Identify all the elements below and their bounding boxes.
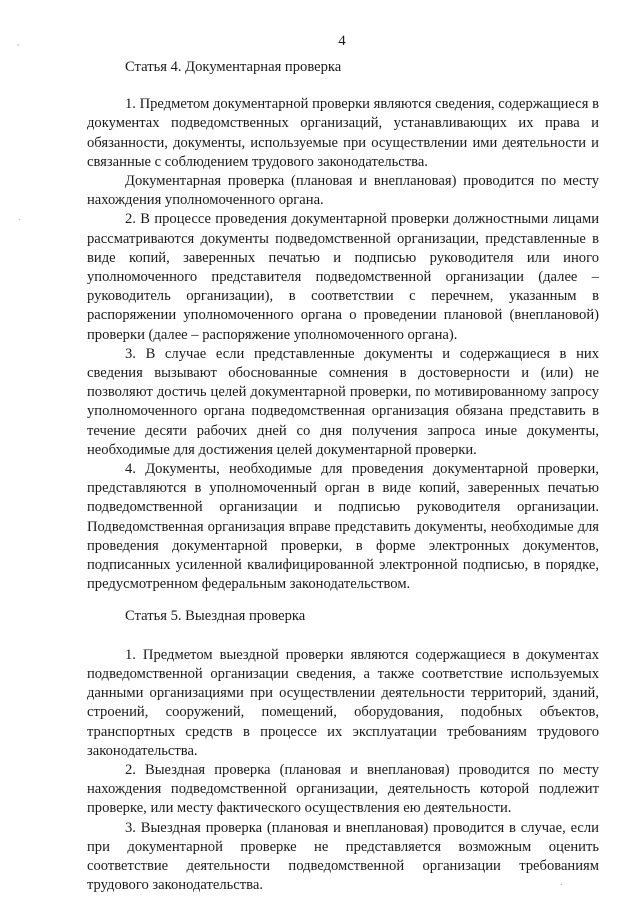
scan-mark: . [18,213,21,222]
article-4-paragraph-2: 2. В процессе проведения документарной проверки должностными лицами рассматриваются документы подведомственной организации, представленные в виде копий, заверенных печатью и подписью руководителя или иного уполномоченного представителя подведомственной организации (далее – руководитель организации), в соответствии с перечнем, указанным в распоряжении уполномоченного органа о проведении плановой (внеплановой) проверки (далее – распоряжение уполномоченного органа). [87,211,599,343]
article-4-heading: Статья 4. Документарная проверка [125,59,342,75]
document-body [87,58,599,895]
article-4-paragraph-4: 4. Документы, необходимые для проведения документарной проверки, представляются в уполномоченный орган в виде копий, заверенных печатью подведомственной организации и подписью руководителя организации. Подведомственная организация вправе представить документы, необходимые для проведения документарной проверки, в форме электронных документов, подписанных усиленной квалифицированной электронной подписью, в порядке, предусмотренном федеральным законодательством. [87,461,599,593]
scan-mark: . [560,878,563,887]
article-4-paragraph-3: 3. В случае если представленные документы и содержащиеся в них сведения вызывают обоснованные сомнения в достоверности и (или) не позволяют достичь целей документарной проверки, по мотивированному запросу уполномоченного органа подведомственная организация обязана представить в течение десяти рабочих дней со дня получения запроса иные документы, необходимые для достижения целей документарной проверки. [87,345,599,458]
scan-mark: ' [17,43,20,52]
article-5-paragraph-3: 3. Выездная проверка (плановая и внеплановая) проводится в случае, если при документарной проверке не представляется возможным оценить соответствие деятельности подведомственной организации требованиям трудового законодательства. [87,819,599,894]
article-5-paragraph-1: 1. Предметом выездной проверки являются содержащиеся в документах подведомственной организации сведения, а также соответствие используемых данными организациями при осуществлении деятельности территорий, зданий, строений, сооружений, помещений, оборудования, подобных объектов, транспортных средств в процессе их эксплуатации требованиям трудового законодательства. [87,646,599,759]
article-5-paragraph-2: 2. Выездная проверка (плановая и внеплановая) проводится по месту нахождения подведомственной организации, деятельность которой подлежит проверке, или месту фактического осуществления ею деятельности. [87,761,599,817]
page-number: 4 [338,33,346,49]
article-5-heading: Статья 5. Выездная проверка [125,608,306,625]
article-4-paragraph-1-note: Документарная проверка (плановая и внеплановая) проводится по месту нахождения уполномоченного органа. [87,173,599,209]
article-4-paragraph-1: 1. Предметом документарной проверки являются сведения, содержащиеся в документах подведомственных организаций, устанавливающих их права и обязанности, документы, используемые при осуществлении ими деятельности и связанные с соблюдением трудового законодательства. [87,96,599,170]
